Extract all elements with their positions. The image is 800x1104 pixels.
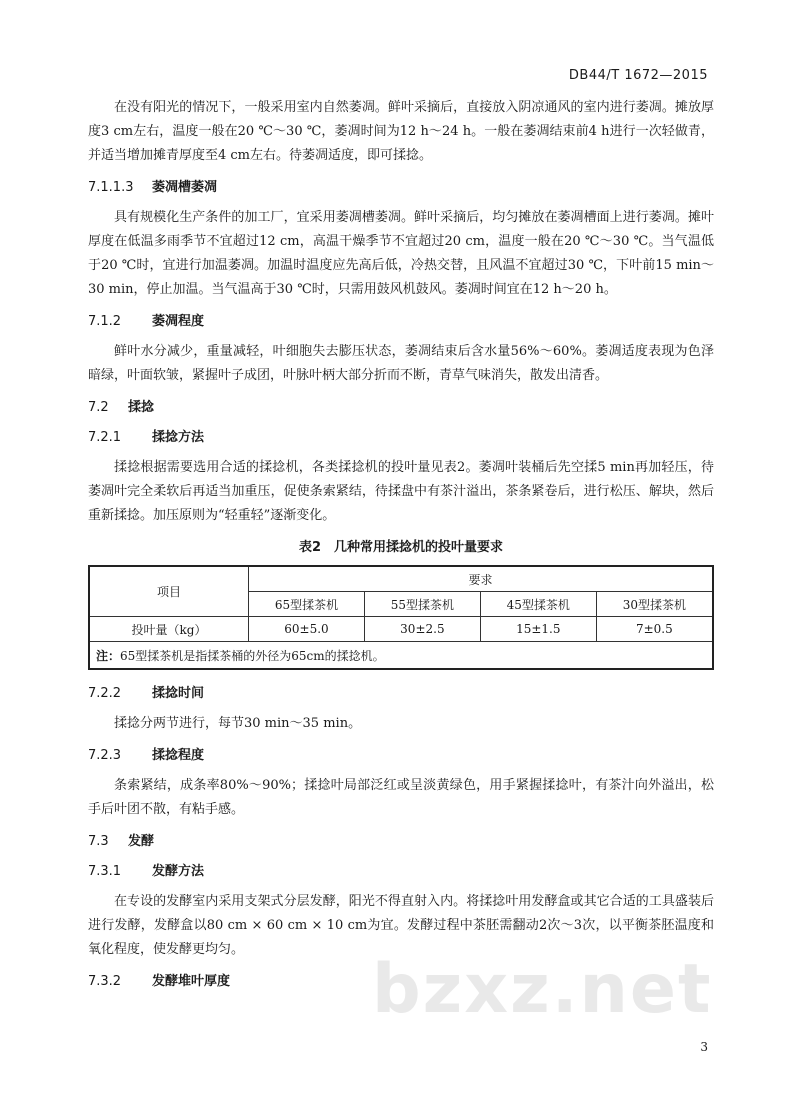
rolling-machine-table	[88, 565, 714, 670]
page-number: 3	[700, 1040, 708, 1054]
section-title: 揉捻方法	[152, 430, 205, 445]
note-label: 注：	[96, 648, 121, 663]
section-title: 发酵方法	[152, 864, 205, 879]
value-45: 15±1.5	[480, 617, 596, 642]
paragraph-fermentation-method: 在专设的发酵室内采用支架式分层发酵，阳光不得直射入内。将揉捻叶用发酵盒或其它合适的工具盛装后进行发酵，发酵盒以80 cm × 60 cm × 10 cm为宜。发酵过程中茶胚需翻动2次～3次，以平衡茶胚温度和氧化程度，使发酵更均匀。	[88, 894, 714, 957]
machine-30-header: 30型揉茶机	[596, 592, 713, 617]
table-caption: 表2 几种常用揉捻机的投叶量要求	[298, 540, 504, 555]
section-title: 萎凋程度	[152, 314, 205, 329]
section-number: 7.2.1	[88, 430, 122, 445]
section-number: 7.2.2	[88, 686, 122, 701]
value-65: 60±5.0	[249, 617, 365, 642]
section-number: 7.2	[88, 400, 109, 415]
machine-45-header: 45型揉茶机	[480, 592, 596, 617]
machine-65-header: 65型揉茶机	[249, 592, 365, 617]
heading-7-3-1	[88, 862, 714, 882]
value-55: 30±2.5	[364, 617, 480, 642]
document-body	[88, 96, 714, 1000]
section-number: 7.3.2	[88, 974, 122, 989]
table-header-row	[89, 566, 713, 592]
table-row	[89, 617, 713, 642]
section-title: 发酵	[128, 834, 155, 849]
paragraph-rolling-degree: 条索紧结，成条率80%～90%；揉捻叶局部泛红或呈淡黄绿色，用手紧握揉捻叶，有茶汁向外溢出，松手后叶团不散，有粘手感。	[88, 778, 714, 817]
section-title: 萎凋槽萎凋	[152, 180, 218, 195]
paragraph-indoor-withering: 在没有阳光的情况下，一般采用室内自然萎凋。鲜叶采摘后，直接放入阴凉通风的室内进行萎凋。摊放厚度3 cm左右，温度一般在20 ℃～30 ℃，萎凋时间为12 h～24 h。一般在萎凋结束前4 h进行一次轻做青，并适当增加摊青厚度至4 cm左右。待萎凋适度，即可揉捻。	[88, 100, 714, 163]
paragraph-withering-degree: 鲜叶水分减少，重量减轻，叶细胞失去膨压状态，萎凋结束后含水量56%～60%。萎凋适度表现为色泽暗绿，叶面软皱，紧握叶子成团，叶脉叶柄大部分折而不断，青草气味消失，散发出清香。	[88, 344, 714, 383]
section-title: 揉捻时间	[152, 686, 205, 701]
heading-7-2-2	[88, 684, 714, 704]
heading-7-2	[88, 398, 714, 418]
heading-7-1-1-3	[88, 178, 714, 198]
section-number: 7.3	[88, 834, 109, 849]
standard-code: DB44/T 1672—2015	[568, 68, 708, 83]
note-text: 65型揉茶机是指揉茶桶的外径为65cm的揉捻机。	[120, 648, 385, 663]
section-number: 7.2.3	[88, 748, 122, 763]
paragraph-trough-withering: 具有规模化生产条件的加工厂，宜采用萎凋槽萎凋。鲜叶采摘后，均匀摊放在萎凋槽面上进行萎凋。摊叶厚度在低温多雨季节不宜超过12 cm，高温干燥季节不宜超过20 cm，温度一般在20 ℃～30 ℃。当气温低于20 ℃时，宜进行加温萎凋。加温时温度应先高后低，冷热交替，且风温不宜超过30 ℃，下叶前15 min～30 min，停止加温。当气温高于30 ℃时，只需用鼓风机鼓风。萎凋时间宜在12 h～20 h。	[88, 210, 714, 297]
paragraph-rolling-time: 揉捻分两节进行，每节30 min～35 min。	[114, 716, 362, 731]
heading-7-2-3	[88, 746, 714, 766]
section-title: 揉捻程度	[152, 748, 205, 763]
heading-7-3	[88, 832, 714, 852]
section-title: 揉捻	[128, 400, 155, 415]
machine-55-header: 55型揉茶机	[364, 592, 480, 617]
section-number: 7.1.2	[88, 314, 122, 329]
header-requirement: 要求	[249, 566, 714, 592]
value-30: 7±0.5	[596, 617, 713, 642]
section-number: 7.3.1	[88, 864, 122, 879]
section-number: 7.1.1.3	[88, 180, 134, 195]
watermark: bzxz.net	[372, 950, 713, 1029]
paragraph-rolling-method: 揉捻根据需要选用合适的揉捻机，各类揉捻机的投叶量见表2。萎凋叶装桶后先空揉5 min再加轻压，待萎凋叶完全柔软后再适当加重压，促使条索紧结，待揉盘中有茶汁溢出，茶条紧卷后，进行松压、解块，然后重新揉捻。加压原则为“轻重轻”逐渐变化。	[88, 460, 714, 523]
heading-7-1-2	[88, 312, 714, 332]
table-note	[89, 642, 713, 670]
header-item: 项目	[89, 566, 249, 617]
row-label: 投叶量（kg）	[89, 617, 249, 642]
heading-7-2-1	[88, 428, 714, 448]
section-title: 发酵堆叶厚度	[152, 974, 231, 989]
table-note-row	[89, 642, 713, 670]
